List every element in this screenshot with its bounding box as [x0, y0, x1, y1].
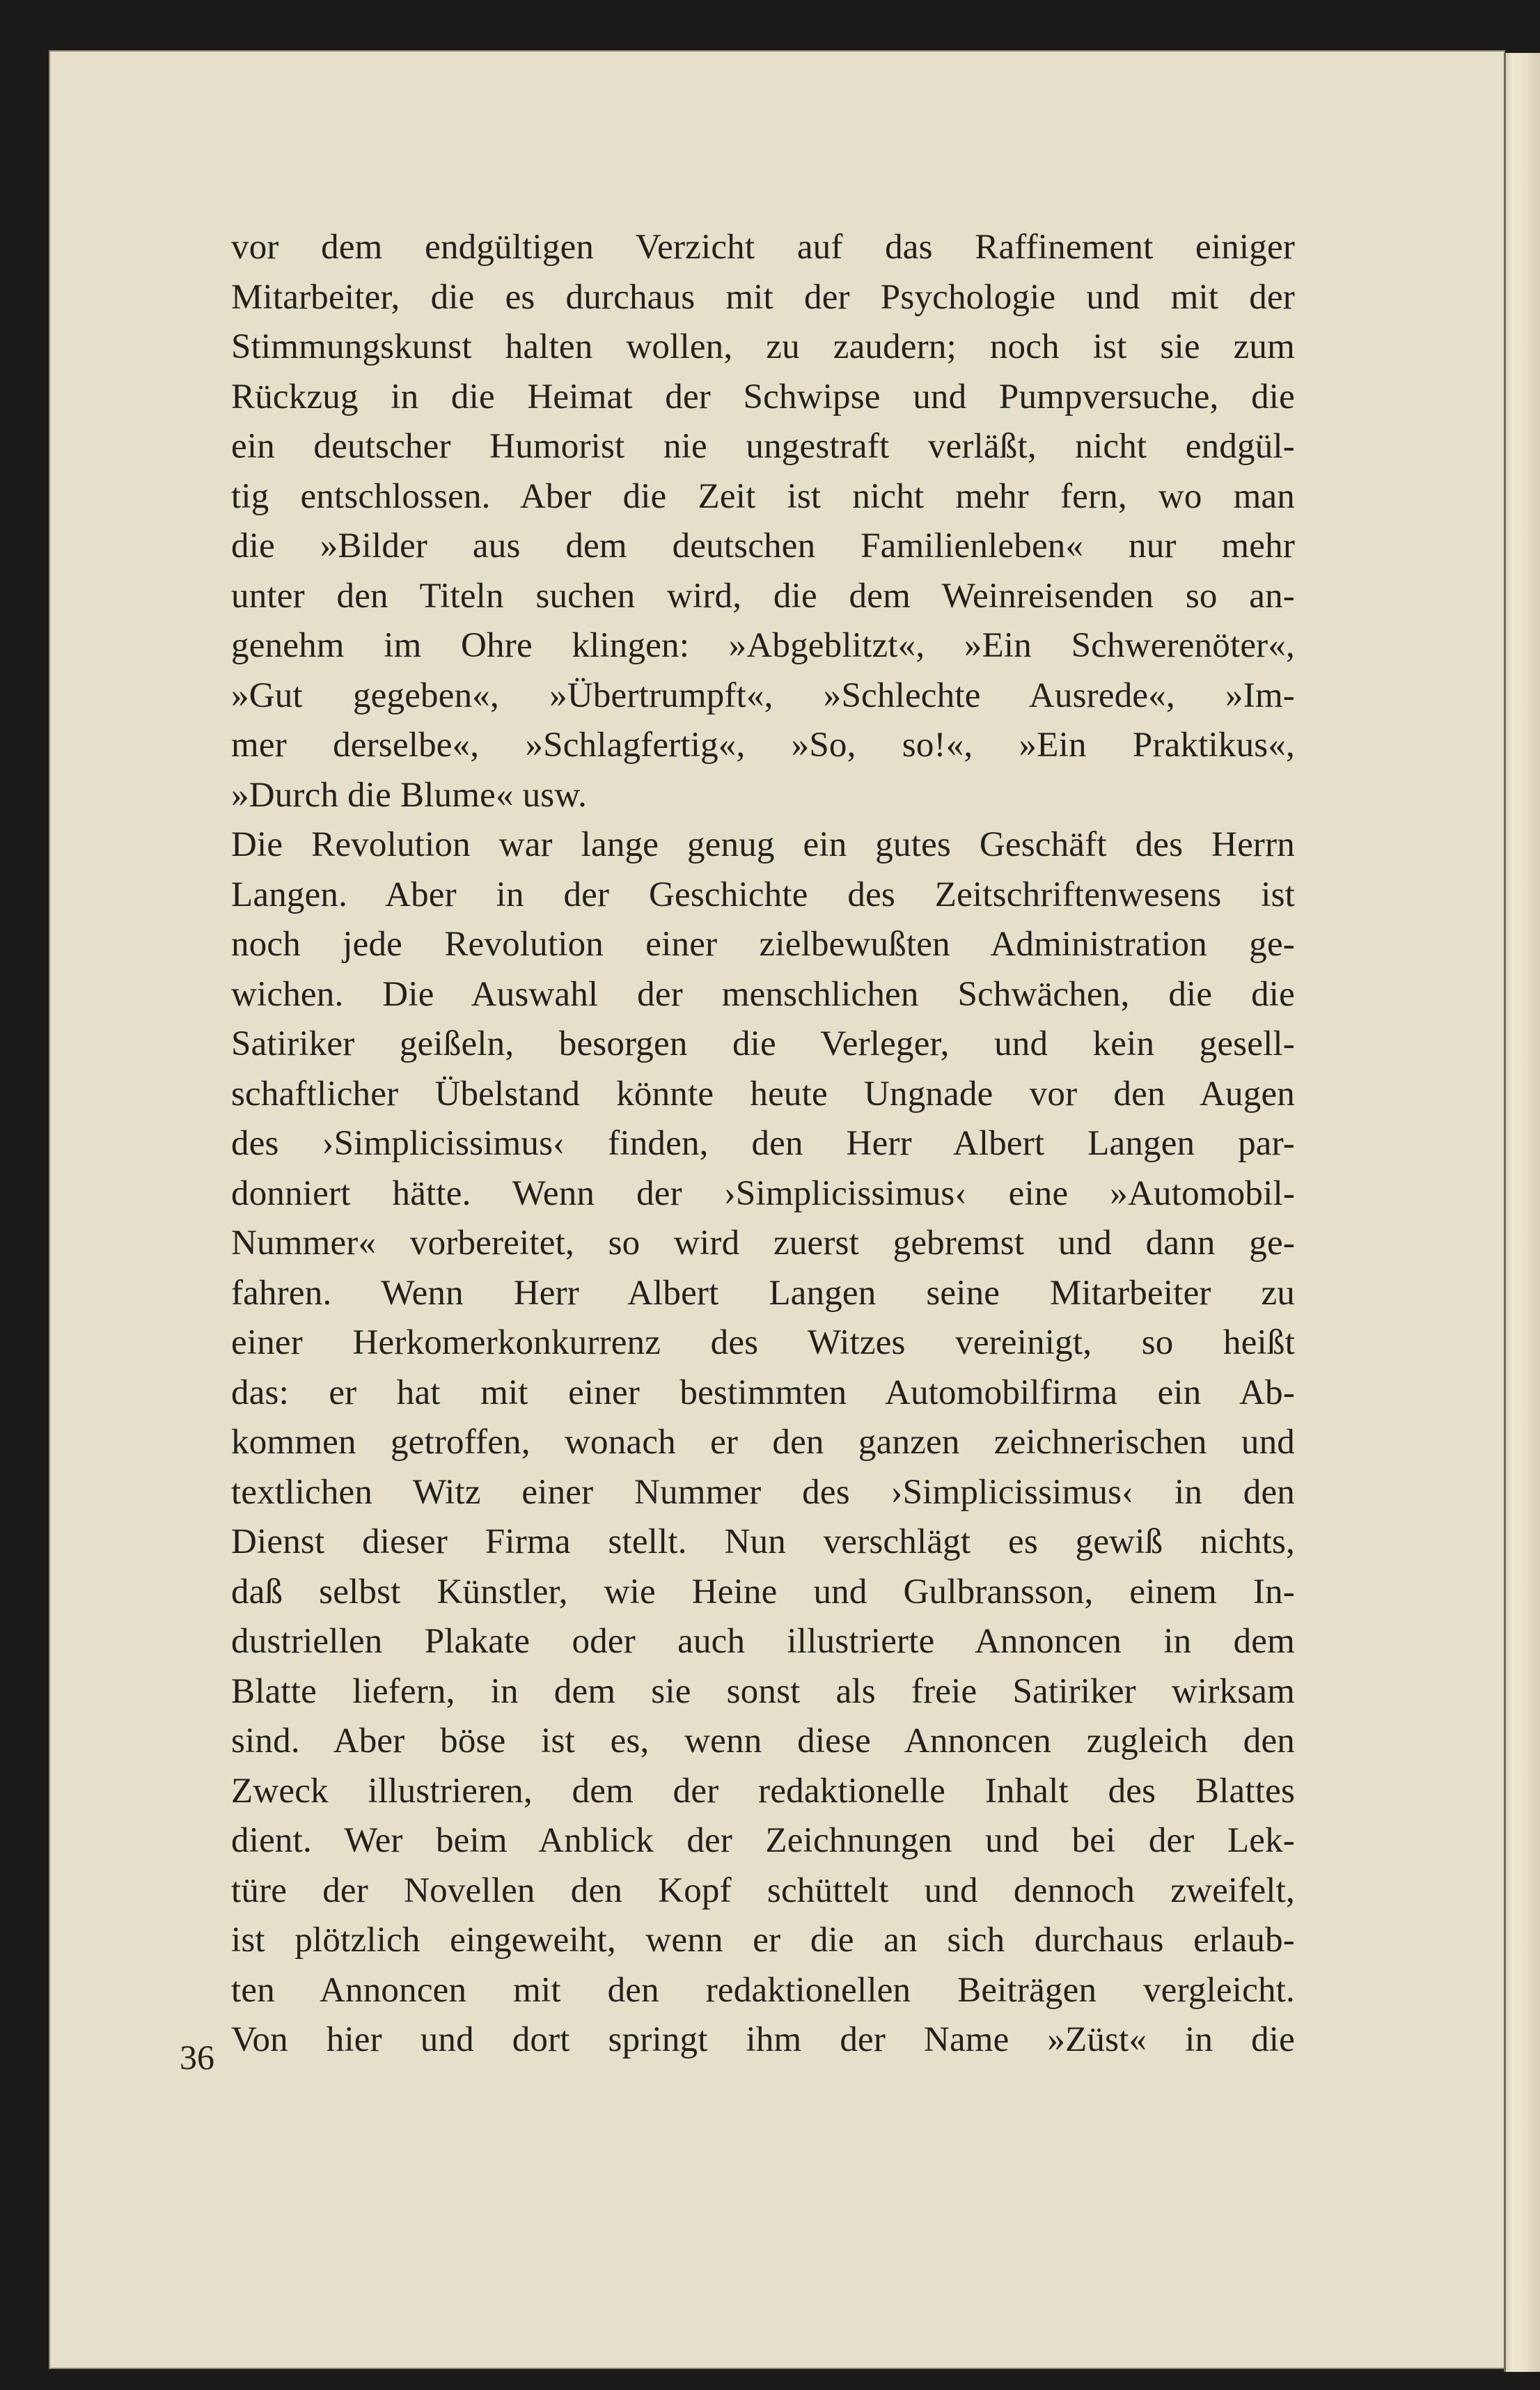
text-line: das: er hat mit einer bestimmten Automobilfirma ein Ab-	[231, 1373, 1295, 1412]
text-line: die »Bilder aus dem deutschen Familienleben« nur mehr	[231, 526, 1295, 565]
text-line: dustriellen Plakate oder auch illustrierte Annoncen in dem	[231, 1622, 1295, 1661]
text-line: kommen getroffen, wonach er den ganzen zeichnerischen und	[231, 1423, 1295, 1462]
text-line: dient. Wer beim Anblick der Zeichnungen und bei der Lek-	[231, 1821, 1295, 1860]
text-line: fahren. Wenn Herr Albert Langen seine Mitarbeiter zu	[231, 1273, 1295, 1313]
text-line: Mitarbeiter, die es durchaus mit der Psychologie und mit der	[231, 277, 1295, 317]
text-line: »Durch die Blume« usw.	[231, 775, 588, 815]
text-line: noch jede Revolution einer zielbewußten Administration ge-	[231, 925, 1295, 964]
text-line: mer derselbe«, »Schlagfertig«, »So, so!«, »Ein Praktikus«,	[231, 726, 1295, 765]
text-line: Stimmungskunst halten wollen, zu zaudern; noch ist sie zum	[231, 327, 1295, 366]
text-line: wichen. Die Auswahl der menschlichen Schwächen, die die	[231, 974, 1295, 1014]
text-line: »Gut gegeben«, »Übertrumpft«, »Schlechte Ausrede«, »Im-	[231, 675, 1295, 715]
text-line: Nummer« vorbereitet, so wird zuerst gebremst und dann ge-	[231, 1224, 1295, 1263]
text-line: vor dem endgültigen Verzicht auf das Raffinement einiger	[231, 228, 1295, 267]
text-line: ist plötzlich eingeweiht, wenn er die an sich durchaus erlaub-	[231, 1921, 1295, 1960]
text-line: Zweck illustrieren, dem der redaktionelle Inhalt des Blattes	[231, 1771, 1295, 1811]
text-line: Langen. Aber in der Geschichte des Zeitschriftenwesens ist	[231, 875, 1295, 914]
text-line: Rückzug in die Heimat der Schwipse und Pumpversuche, die	[231, 377, 1295, 416]
text-line: Blatte liefern, in dem sie sonst als freie Satiriker wirksam	[231, 1671, 1295, 1711]
text-line: ten Annoncen mit den redaktionellen Beiträgen vergleicht.	[231, 1970, 1295, 2010]
text-line: donniert hätte. Wenn der ›Simplicissimus‹ eine »Automobil-	[231, 1173, 1295, 1213]
text-line: Satiriker geißeln, besorgen die Verleger, und kein gesell-	[231, 1024, 1295, 1063]
book-page	[49, 50, 1505, 2369]
text-line: Die Revolution war lange genug ein gutes Geschäft des Herrn	[231, 825, 1295, 864]
text-line: türe der Novellen den Kopf schüttelt und dennoch zweifelt,	[231, 1870, 1295, 1910]
adjacent-page-edge	[1504, 53, 1540, 2372]
text-line: schaftlicher Übelstand könnte heute Ungnade vor den Augen	[231, 1074, 1295, 1114]
text-line: genehm im Ohre klingen: »Abgeblitzt«, »Ein Schwerenöter«,	[231, 626, 1295, 665]
text-line: textlichen Witz einer Nummer des ›Simplicissimus‹ in den	[231, 1472, 1295, 1512]
text-line: daß selbst Künstler, wie Heine und Gulbransson, einem In-	[231, 1572, 1295, 1611]
text-line: einer Herkomerkonkurrenz des Witzes vereinigt, so heißt	[231, 1323, 1295, 1362]
body-text	[231, 223, 1295, 2065]
text-line: Von hier und dort springt ihm der Name »Züst« in die	[231, 2020, 1295, 2059]
page-number: 36	[180, 2038, 214, 2077]
text-line: ein deutscher Humorist nie ungestraft verläßt, nicht endgül-	[231, 427, 1295, 466]
text-line: des ›Simplicissimus‹ finden, den Herr Albert Langen par-	[231, 1124, 1295, 1163]
text-line: sind. Aber böse ist es, wenn diese Annoncen zugleich den	[231, 1721, 1295, 1760]
text-line: tig entschlossen. Aber die Zeit ist nicht mehr fern, wo man	[231, 476, 1295, 516]
text-line: Dienst dieser Firma stellt. Nun verschlägt es gewiß nichts,	[231, 1522, 1295, 1561]
text-line: unter den Titeln suchen wird, die dem Weinreisenden so an-	[231, 576, 1295, 616]
